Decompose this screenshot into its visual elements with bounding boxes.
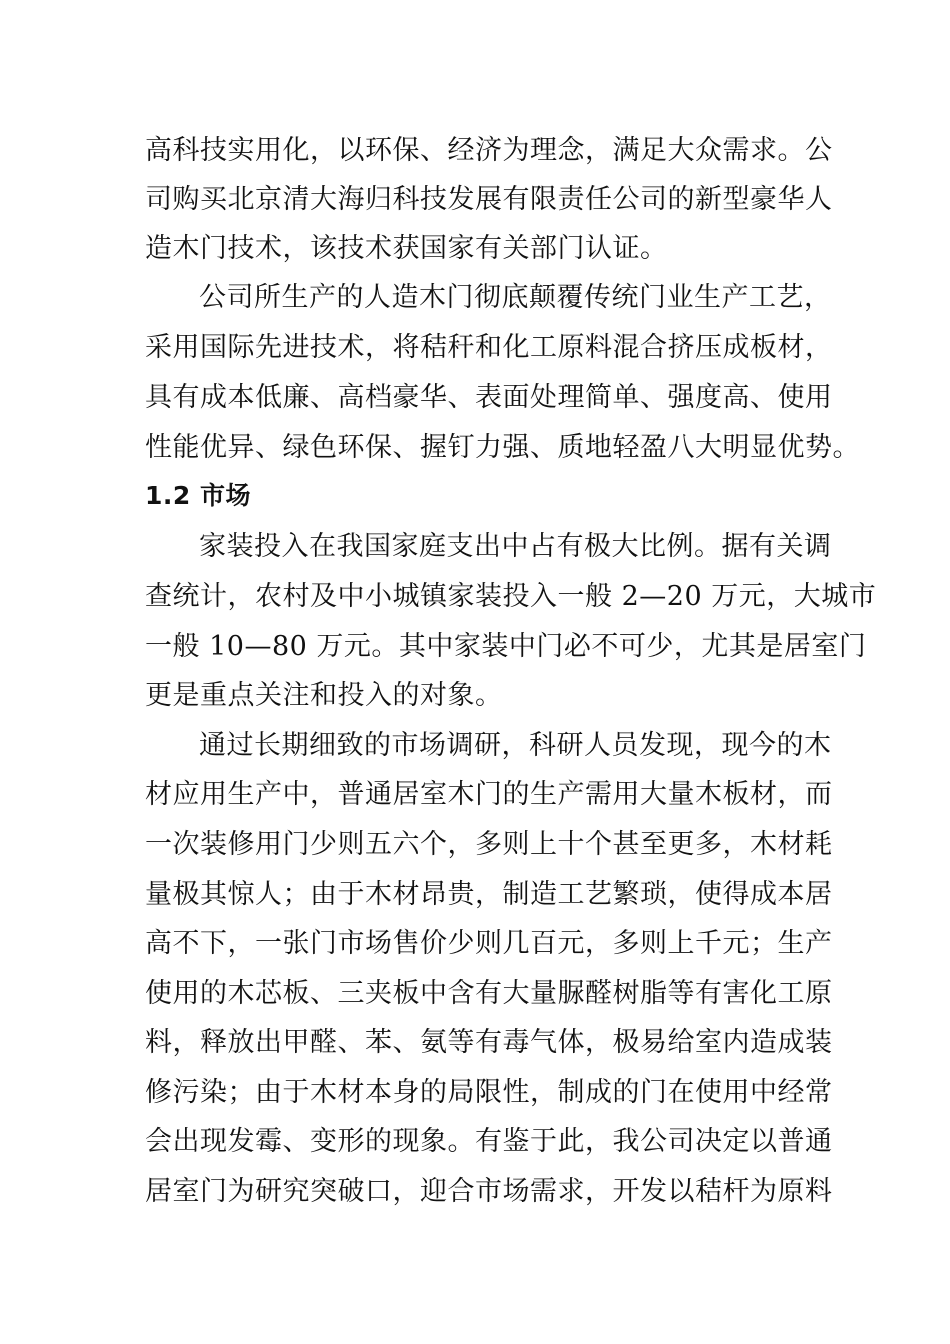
paragraph-line: 量极其惊人；由于木材昂贵，制造工艺繁琐，使得成本居 (145, 879, 833, 910)
paragraph-line: 性能优异、绿色环保、握钉力强、质地轻盈八大明显优势。 (145, 432, 860, 463)
paragraph-line: 家装投入在我国家庭支出中占有极大比例。据有关调 (199, 531, 832, 562)
paragraph-line: 材应用生产中，普通居室木门的生产需用大量木板材，而 (145, 779, 833, 810)
paragraph-line: 高科技实用化，以环保、经济为理念，满足大众需求。公 (145, 135, 833, 166)
paragraph-line: 使用的木芯板、三夹板中含有大量脲醛树脂等有害化工原 (145, 978, 833, 1009)
paragraph-line: 更是重点关注和投入的对象。 (145, 680, 503, 711)
paragraph-line: 具有成本低廉、高档豪华、表面处理简单、强度高、使用 (145, 382, 833, 413)
paragraph-line: 一般 10—80 万元。其中家装中门必不可少，尤其是居室门 (145, 631, 867, 662)
paragraph-line: 通过长期细致的市场调研，科研人员发现，现今的木 (199, 730, 832, 761)
paragraph-line: 查统计，农村及中小城镇家装投入一般 2—20 万元，大城市 (145, 581, 877, 612)
paragraph-line: 造木门技术，该技术获国家有关部门认证。 (145, 233, 668, 264)
paragraph-line: 公司所生产的人造木门彻底颠覆传统门业生产工艺， (199, 282, 832, 313)
paragraph-line: 修污染；由于木材本身的局限性，制成的门在使用中经常 (145, 1077, 833, 1108)
paragraph-line: 采用国际先进技术，将秸秆和化工原料混合挤压成板材， (145, 332, 833, 363)
section-heading: 1.2 市场 (145, 481, 251, 510)
paragraph-line: 司购买北京清大海归科技发展有限责任公司的新型豪华人 (145, 184, 833, 215)
paragraph-line: 料，释放出甲醛、苯、氨等有毒气体，极易给室内造成装 (145, 1027, 833, 1058)
paragraph-line: 会出现发霉、变形的现象。有鉴于此，我公司决定以普通 (145, 1126, 833, 1157)
paragraph-line: 一次装修用门少则五六个，多则上十个甚至更多，木材耗 (145, 829, 833, 860)
paragraph-line: 高不下，一张门市场售价少则几百元，多则上千元；生产 (145, 928, 833, 959)
paragraph-line: 居室门为研究突破口，迎合市场需求，开发以秸杆为原料 (145, 1176, 833, 1207)
